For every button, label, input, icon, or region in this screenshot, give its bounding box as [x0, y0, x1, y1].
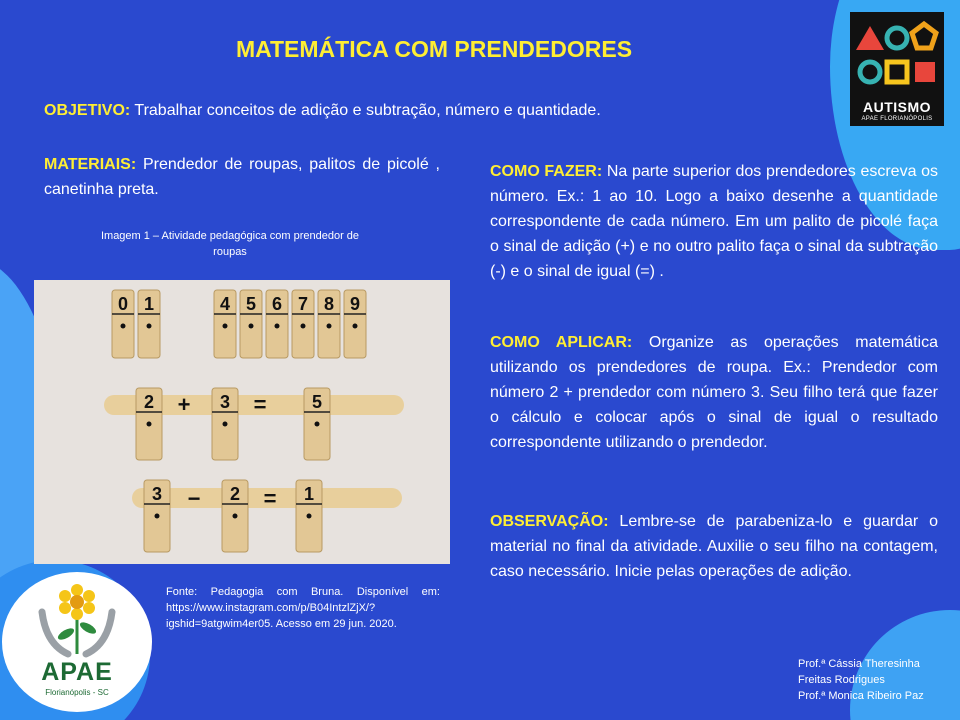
clothespin	[296, 480, 322, 552]
image-caption: Imagem 1 – Atividade pedagógica com prendedor de roupas	[100, 230, 360, 258]
apae-flower-hands-icon	[2, 572, 152, 662]
como-fazer-text: Na parte superior dos prendedores escreva os número. Ex.: 1 ao 10. Logo a baixo desenhe a quantidade correspondente de cada número. Em um palito de picolé faça o sinal de adição (+) e no outro palito faça o sinal da subtração (-) e o sinal de igual (=) .	[490, 163, 939, 280]
clothespin	[344, 290, 366, 358]
clothespin	[266, 290, 288, 358]
clothespin	[318, 290, 340, 358]
como-fazer-paragraph	[490, 159, 938, 284]
clothespin	[222, 480, 248, 552]
clothespin-digit: 5	[311, 392, 323, 412]
autismo-subtitle: APAE FLORIANÓPOLIS	[861, 116, 933, 122]
clothespin	[304, 388, 330, 460]
materiais-label: MATERIAIS:	[44, 156, 137, 173]
clothespin-digit: 0	[117, 294, 129, 314]
autismo-shapes-icon	[850, 12, 944, 98]
clothespin-digit: 8	[323, 294, 335, 314]
clothespin-digit: 7	[297, 294, 309, 314]
image-source: Fonte: Pedagogia com Bruna. Disponível em: https://www.instagram.com/p/B04IntzlZjX/?igshid=9atgwim4er05. Acesso em 29 jun. 2020.	[166, 586, 440, 630]
clothespin	[112, 290, 134, 358]
apae-subtitle: Florianópolis - SC	[45, 688, 109, 697]
credit-line: Prof.ª Monica Ribeiro Paz	[798, 690, 924, 702]
operator-sign: =	[253, 392, 267, 417]
como-fazer-label: COMO FAZER:	[490, 163, 603, 180]
como-aplicar-label: COMO APLICAR:	[490, 334, 633, 351]
observacao-paragraph	[490, 509, 938, 584]
clothespin-digit: 1	[303, 484, 315, 504]
apae-name: APAE	[41, 658, 113, 686]
clothespin-digit: 4	[219, 294, 231, 314]
materiais-paragraph	[44, 152, 440, 202]
clothespin-digit: 3	[151, 484, 163, 504]
clothespin	[214, 290, 236, 358]
clothespin-digit: 1	[143, 294, 155, 314]
clothespin-digit: 3	[219, 392, 231, 412]
clothespin-digit: 2	[143, 392, 155, 412]
objetivo-text: Trabalhar conceitos de adição e subtração, número e quantidade.	[130, 102, 601, 119]
clothespin	[240, 290, 262, 358]
observacao-text: Lembre-se de parabeniza-lo e guardar o material no final da atividade. Auxilie o seu filho na contagem, caso necessário. Inicie pelas operações de adição.	[490, 513, 938, 580]
credit-line: Prof.ª Cássia Theresinha	[798, 658, 920, 670]
activity-photo	[34, 280, 450, 564]
operator-sign: +	[177, 392, 191, 417]
operator-sign: −	[187, 486, 201, 511]
clothespin	[212, 388, 238, 460]
credit-line: Freitas Rodrigues	[798, 674, 885, 686]
clothespin	[292, 290, 314, 358]
apae-logo	[2, 572, 152, 712]
como-aplicar-paragraph	[490, 330, 938, 455]
credits	[798, 656, 958, 704]
autismo-logo	[850, 12, 944, 126]
clothespin-digit: 6	[271, 294, 283, 314]
clothespin-photo-illustration	[34, 280, 450, 564]
observacao-label: OBSERVAÇÃO:	[490, 513, 609, 530]
autismo-title: AUTISMO	[862, 99, 932, 115]
clothespin	[136, 388, 162, 460]
materiais-text: Prendedor de roupas, palitos de picolé , canetinha preta.	[44, 156, 440, 198]
clothespin	[138, 290, 160, 358]
page-title: MATEMÁTICA COM PRENDEDORES	[235, 36, 633, 62]
clothespin	[144, 480, 170, 552]
operator-sign: =	[263, 486, 277, 511]
clothespin-digit: 2	[229, 484, 241, 504]
clothespin-digit: 9	[349, 294, 361, 314]
objetivo-label: OBJETIVO:	[44, 102, 131, 119]
como-aplicar-text: Organize as operações matemática utilizando os prendedores de roupa. Ex.: Prendedor com número 2 + prendedor com número 3. Seu filho terá que fazer o cálculo e colocar após o sinal de igual o resultado correspondente utilizando o prendedor.	[490, 334, 939, 451]
objetivo-paragraph	[44, 102, 764, 120]
clothespin-digit: 5	[245, 294, 257, 314]
